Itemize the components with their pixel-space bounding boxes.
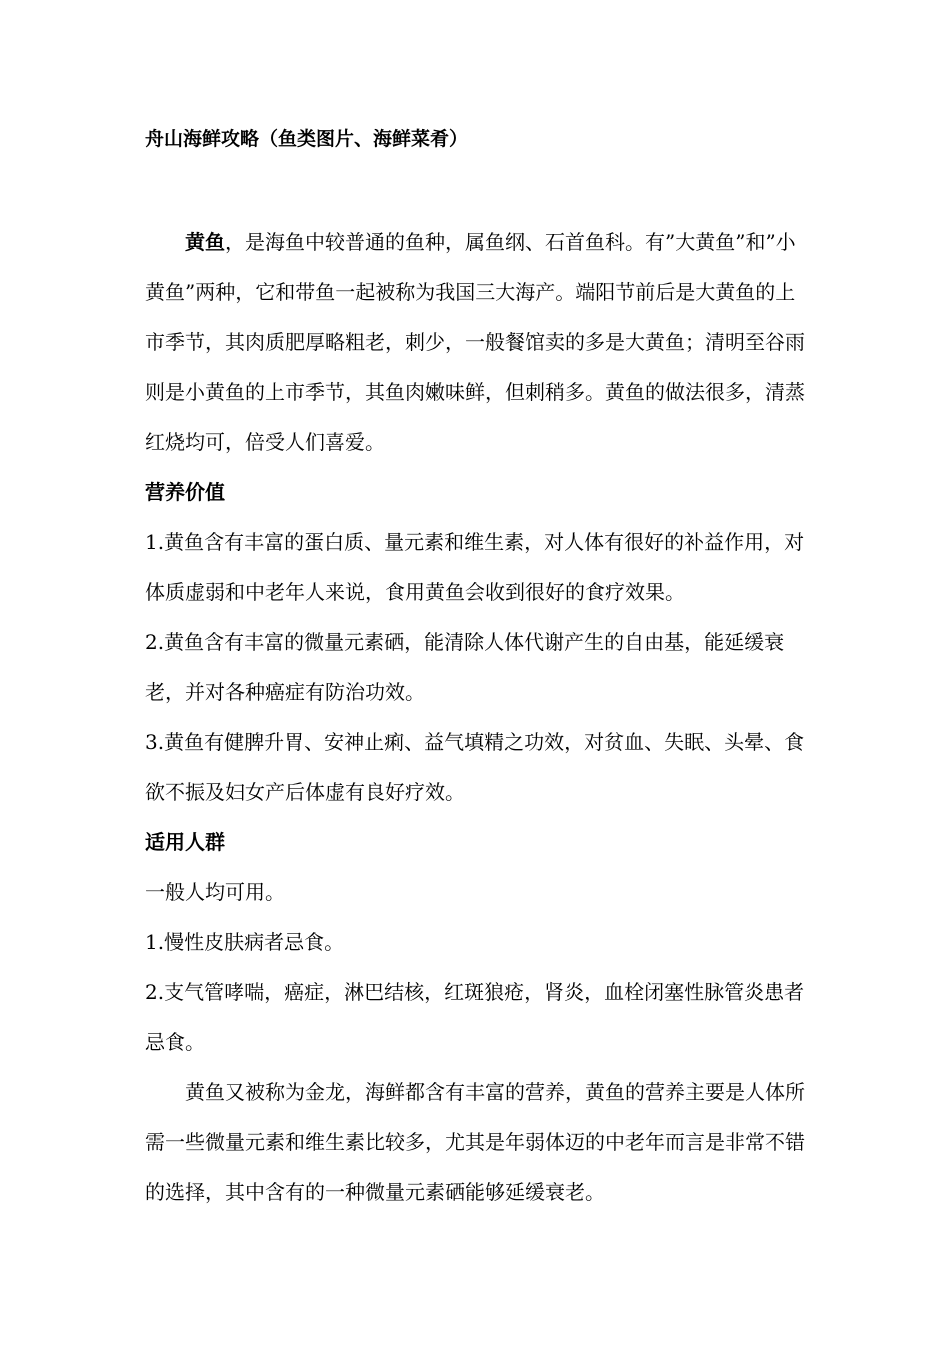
- suitable-heading: 适用人群: [145, 830, 225, 854]
- suitable-general: 一般人均可用。: [145, 880, 285, 904]
- document-body: [145, 217, 809, 1217]
- document-title: 舟山海鲜攻略（鱼类图片、海鲜菜肴）: [145, 128, 469, 150]
- intro-text: ，是海鱼中较普通的鱼种，属鱼纲、石首鱼科。有”大黄鱼”和”小黄鱼”两种，它和带鱼一起被称为我国三大海产。端阳节前后是大黄鱼的上市季节，其肉质肥厚略粗老，刺少，一般餐馆卖的多是大黄鱼；清明至谷雨则是小黄鱼的上市季节，其鱼肉嫩味鲜，但刺稍多。黄鱼的做法很多，清蒸红烧均可，倍受人们喜爱。: [145, 230, 805, 454]
- suitable-item: 2.支气管哮喘，癌症，淋巴结核，红斑狼疮，肾炎，血栓闭塞性脉管炎患者忌食。: [145, 980, 805, 1054]
- intro-paragraph: [145, 217, 809, 467]
- nutrition-heading: 营养价值: [145, 480, 225, 504]
- closing-paragraph: 黄鱼又被称为金龙，海鲜都含有丰富的营养，黄鱼的营养主要是人体所需一些微量元素和维生素比较多，尤其是年弱体迈的中老年而言是非常不错的选择，其中含有的一种微量元素硒能够延缓衰老。: [145, 1080, 805, 1204]
- nutrition-item: 3.黄鱼有健脾升胃、安神止痢、益气填精之功效，对贫血、失眠、头晕、食欲不振及妇女产后体虚有良好疗效。: [145, 730, 805, 804]
- intro-lead-term: 黄鱼: [185, 230, 225, 254]
- nutrition-item: 2.黄鱼含有丰富的微量元素硒，能清除人体代谢产生的自由基，能延缓衰老，并对各种癌症有防治功效。: [145, 630, 785, 704]
- suitable-item: 1.慢性皮肤病者忌食。: [145, 930, 345, 954]
- nutrition-item: 1.黄鱼含有丰富的蛋白质、量元素和维生素，对人体有很好的补益作用，对体质虚弱和中老年人来说，食用黄鱼会收到很好的食疗效果。: [145, 530, 805, 604]
